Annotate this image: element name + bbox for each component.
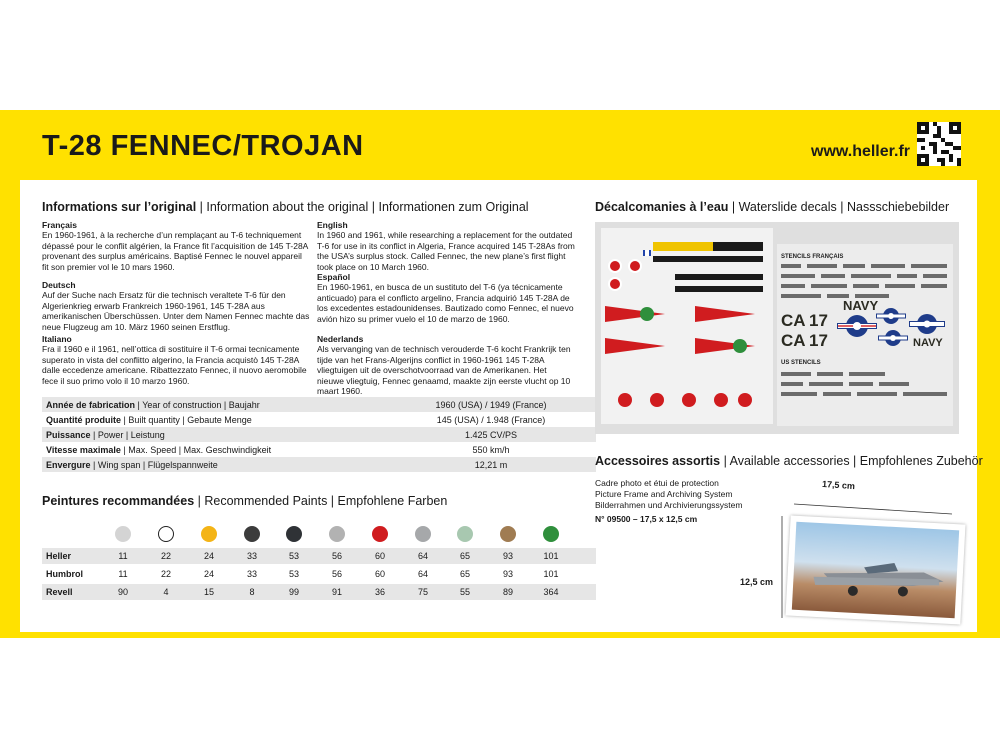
- paints-heading: Peintures recommandées | Recommended Paints | Empfohlene Farben: [42, 494, 448, 508]
- decal-stencils-label: STENCILS FRANÇAIS: [781, 254, 844, 260]
- paint-swatch: [244, 526, 260, 542]
- qr-code-icon[interactable]: [917, 122, 961, 166]
- frame-width-label: 17,5 cm: [821, 478, 856, 492]
- decal-17-label: 17: [809, 311, 828, 330]
- decal-ca-label: CA: [781, 311, 806, 330]
- spec-row: Année de fabrication | Year of construction | Baujahr 1960 (USA) / 1949 (France): [42, 397, 596, 412]
- paint-swatch: [329, 526, 345, 542]
- accessory-line: Picture Frame and Archiving System: [595, 489, 733, 499]
- lang-block-fr: Français En 1960-1961, à la recherche d’un remplaçant au T-6 techniquement dépassé pour le conflit algérien, la France fit l’acquisition de 145 T-28A provenant des surplus américains. Baptisé Fennec le nouvel appareil fit son premier vol le 10 mars 1960.: [42, 220, 308, 272]
- paint-swatch: [201, 526, 217, 542]
- paint-swatch: [500, 526, 516, 542]
- spec-row: Quantité produite | Built quantity | Gebaute Menge 145 (USA) / 1.948 (France): [46, 414, 546, 425]
- paint-swatch: [543, 526, 559, 542]
- accessories-description: [595, 478, 742, 525]
- accessories-heading: Accessoires assortis | Available accessories | Empfohlenes Zubehör: [595, 454, 983, 468]
- decal-17-label: 17: [809, 331, 828, 350]
- lang-block-it: Italiano Fra il 1960 e il 1961, nell’ottica di sostituire il T-6 ormai tecnicamente superato in vista del conflitto algerino, la Francia acquistò 145 T-28A dalle eccedenze americane. Ribattezzato Fennec, il nuovo aeromobile fece il suo primo volo il 10 marzo 1960.: [42, 334, 307, 386]
- aircraft-photo: [792, 522, 959, 618]
- spec-table: [42, 397, 596, 472]
- decals-heading: Décalcomanies à l’eau | Waterslide decals | Nassschiebebilder: [595, 200, 950, 214]
- lang-block-de: Deutsch Auf der Suche nach Ersatz für die technisch veraltete T-6 für den Algerienkrieg erwarb Frankreich 1960-1961, 145 T-28A aus amerikanischen Überschüssen. Unter dem Namen Fennec machte das neue Flugzeug am 10. März 1960 seinen Erstflug.: [42, 280, 310, 332]
- paint-row-revell: Revell 90 4 15 8 99 91 36 75 55 89 364: [42, 584, 596, 600]
- decal-sheet-drawing: [595, 222, 959, 434]
- lang-block-en: English In 1960 and 1961, while researching a replacement for the outdated T-6 for use in its conflict in Algeria, France acquired 145 T-28As from the USA’s surplus stock. Called Fennec, the new plane’s first flight took place on 10 March 1960.: [317, 220, 575, 272]
- picture-frame-image: [786, 515, 966, 624]
- info-heading: Informations sur l’original | Information about the original | Informationen zum Original: [42, 200, 529, 214]
- paint-swatch: [286, 526, 302, 542]
- paint-swatch: [372, 526, 388, 542]
- spec-row: Vitesse maximale | Max. Speed | Max. Geschwindigkeit 550 km/h: [46, 444, 510, 455]
- accessory-ref: N° 09500 – 17,5 x 12,5 cm: [595, 514, 698, 524]
- decal-navy-label: NAVY: [843, 298, 879, 313]
- website-url[interactable]: www.heller.fr: [811, 143, 910, 160]
- lang-block-es: Español En 1960-1961, en busca de un sustituto del T-6 (ya técnicamente anticuado) para el conflicto argelino, Francia adquirió 145 T-28A de los excedentes estadounidenses. Bautizado como Fennec, el nuevo avión hizo su primer vuelo el 10 de marzo de 1960.: [317, 272, 574, 324]
- decal-ca-label: CA: [781, 331, 806, 350]
- paint-swatch: [457, 526, 473, 542]
- decal-us-label: US STENCILS: [781, 360, 821, 366]
- aircraft-silhouette-icon: [792, 522, 959, 618]
- accessory-line: Cadre photo et étui de protection: [595, 478, 719, 488]
- paint-swatch: [415, 526, 431, 542]
- decal-sheet-image: [595, 222, 959, 434]
- page-title: T-28 FENNEC/TROJAN: [42, 130, 364, 162]
- spec-row: Envergure | Wing span | Flügelspannweite 12,21 m: [42, 457, 596, 472]
- accessory-line: Bilderrahmen und Archivierungssystem: [595, 500, 743, 510]
- paint-row-heller: Heller 11 22 24 33 53 56 60 64 65 93 101: [42, 548, 596, 564]
- paint-swatch: [115, 526, 131, 542]
- spec-row: Puissance | Power | Leistung 1.425 CV/PS: [42, 427, 596, 442]
- paint-swatch: [158, 526, 174, 542]
- lang-block-nl: Nederlands Als vervanging van de technisch verouderde T-6 kocht Frankrijk ten tijde van het Frans-Algerijns conflict in 1960-1961 145 T-28A vliegtuigen uit de overschotvoorraad van de Amerikanen. Het nieuwe vliegtuig, Fennec genaamd, maakte zijn eerste vlucht op 10 maart 1960.: [317, 334, 571, 397]
- decal-navy-label: NAVY: [913, 337, 943, 349]
- paint-row-humbrol: Humbrol 11 22 24 33 53 56 60 64 65 93 101: [46, 569, 559, 579]
- frame-height-label: 12,5 cm: [740, 577, 774, 587]
